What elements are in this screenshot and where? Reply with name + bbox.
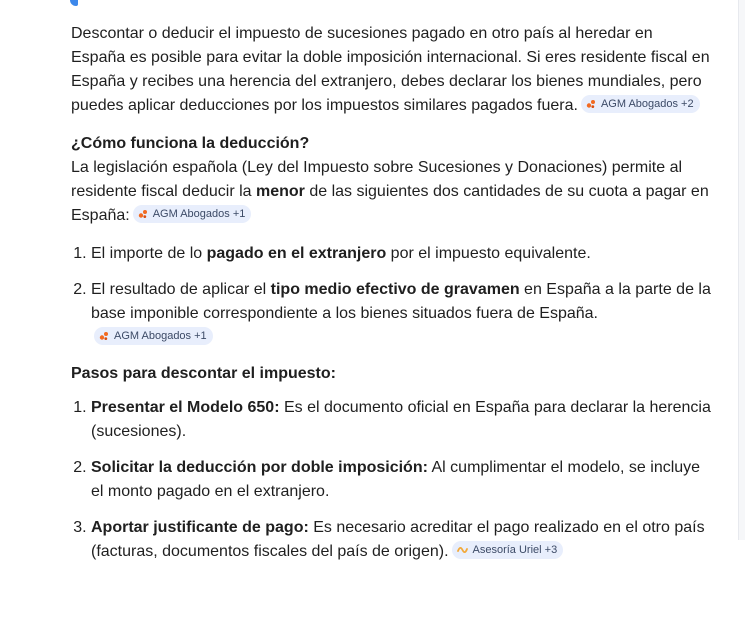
step-text: Es necesario acreditar el pago realizado en el otro país (facturas, documentos fiscales del país de origen). [91, 519, 705, 560]
list-item [91, 456, 711, 504]
steps-list [71, 396, 711, 564]
step-title: Aportar justificante de pago: [91, 519, 309, 536]
source-chip-uriel[interactable] [452, 541, 564, 559]
agm-logo-icon [138, 209, 148, 219]
source-chip-agm[interactable] [94, 327, 213, 345]
source-chip-label: AGM Abogados +1 [152, 208, 246, 220]
item-text-after: en España a la parte de la base imponible correspondiente a los bienes situados fuera de España. [91, 281, 711, 322]
item-text-before: El resultado de aplicar el [91, 281, 271, 298]
agm-logo-icon [586, 99, 596, 109]
list-item [91, 278, 711, 350]
step-text: Al cumplimentar el modelo, se incluye el monto pagado en el extranjero. [91, 459, 701, 500]
step-title: Presentar el Modelo 650: [91, 399, 280, 416]
source-chip-agm[interactable] [133, 205, 252, 223]
intro-text: Descontar o deducir el impuesto de sucesiones pagado en otro país al heredar en España es posible para evitar la doble imposición internacional. Si eres residente fiscal en España y recibes una herencia del extranjero, debes declarar los bienes mundiales, pero puedes aplicar deducciones por los impuestos similares pagados fuera. [71, 25, 710, 114]
how-text-bold: menor [255, 183, 305, 200]
source-chip-label: AGM Abogados +1 [114, 330, 207, 342]
item-text-bold: tipo medio efectivo de gravamen [270, 281, 520, 298]
source-chip-label: AGM Abogados +2 [600, 98, 694, 110]
step-title: Solicitar la deducción por doble imposición: [91, 459, 428, 476]
source-chip-agm[interactable] [581, 95, 700, 113]
how-text-after: de las siguientes dos cantidades de su cuota a pagar en España: [71, 183, 709, 224]
list-item [91, 242, 711, 266]
uriel-logo-icon [457, 545, 468, 555]
how-text-before: La legislación española (Ley del Impuesto sobre Sucesiones y Donaciones) permite al residente fiscal deducir la [71, 159, 683, 200]
list-item [91, 396, 711, 444]
step-text: Es el documento oficial en España para declarar la herencia (sucesiones). [91, 399, 711, 440]
intro-paragraph [71, 22, 711, 118]
deduction-options-list [71, 242, 711, 350]
source-chip-label: Asesoría Uriel +3 [472, 544, 558, 556]
answer-content [71, 22, 711, 576]
scrollbar-track[interactable] [738, 0, 745, 540]
list-item [91, 516, 711, 564]
agm-logo-icon [99, 331, 109, 341]
item-text-after: por el impuesto equivalente. [386, 245, 591, 262]
item-text-before: El importe de lo [91, 245, 207, 262]
how-heading: ¿Cómo funciona la deducción? [71, 135, 310, 152]
steps-heading: Pasos para descontar el impuesto: [71, 365, 336, 382]
top-indicator-mark [70, 0, 78, 6]
how-paragraph [71, 156, 711, 228]
item-text-bold: pagado en el extranjero [206, 245, 387, 262]
